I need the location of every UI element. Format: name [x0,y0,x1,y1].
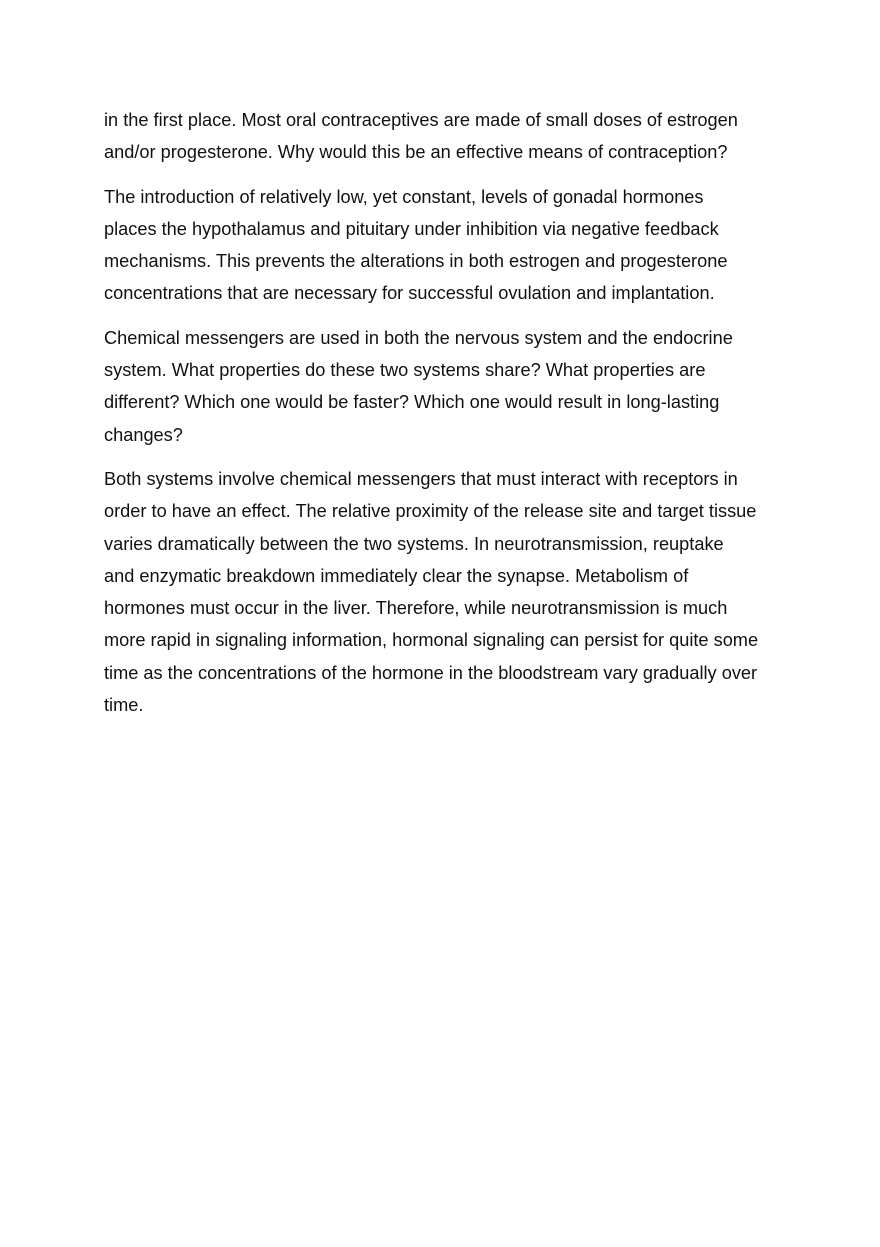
text-line: order to have an effect. The relative proximity of the release site and target tissue [104,501,757,522]
document-body [104,104,784,733]
text-line: changes? [104,424,183,445]
text-line: and enzymatic breakdown immediately clear the synapse. Metabolism of [104,565,689,586]
text-line: mechanisms. This prevents the alterations in both estrogen and progesterone [104,251,728,272]
paragraph-question-messengers [104,322,784,451]
paragraph-answer-contraceptives [104,181,784,310]
text-line: concentrations that are necessary for successful ovulation and implantation. [104,283,715,304]
paragraph-question-contraceptives [104,104,784,169]
text-line: different? Which one would be faster? Which one would result in long-lasting [104,392,720,413]
text-line: hormones must occur in the liver. Therefore, while neurotransmission is much [104,598,728,619]
text-line: in the first place. Most oral contraceptives are made of small doses of estrogen [104,110,738,130]
text-line: Chemical messengers are used in both the nervous system and the endocrine [104,327,733,348]
text-line: more rapid in signaling information, hormonal signaling can persist for quite some [104,630,759,651]
text-line: varies dramatically between the two systems. In neurotransmission, reuptake [104,533,724,554]
text-line: system. What properties do these two systems share? What properties are [104,360,706,381]
text-line: time as the concentrations of the hormone in the bloodstream vary gradually over [104,662,758,683]
text-line: Both systems involve chemical messengers that must interact with receptors in [104,468,738,489]
paragraph-answer-messengers [104,463,784,721]
text-line: places the hypothalamus and pituitary under inhibition via negative feedback [104,218,719,239]
text-line: The introduction of relatively low, yet constant, levels of gonadal hormones [104,186,704,207]
text-line: and/or progesterone. Why would this be an effective means of contraception? [104,142,728,163]
text-line: time. [104,695,144,716]
